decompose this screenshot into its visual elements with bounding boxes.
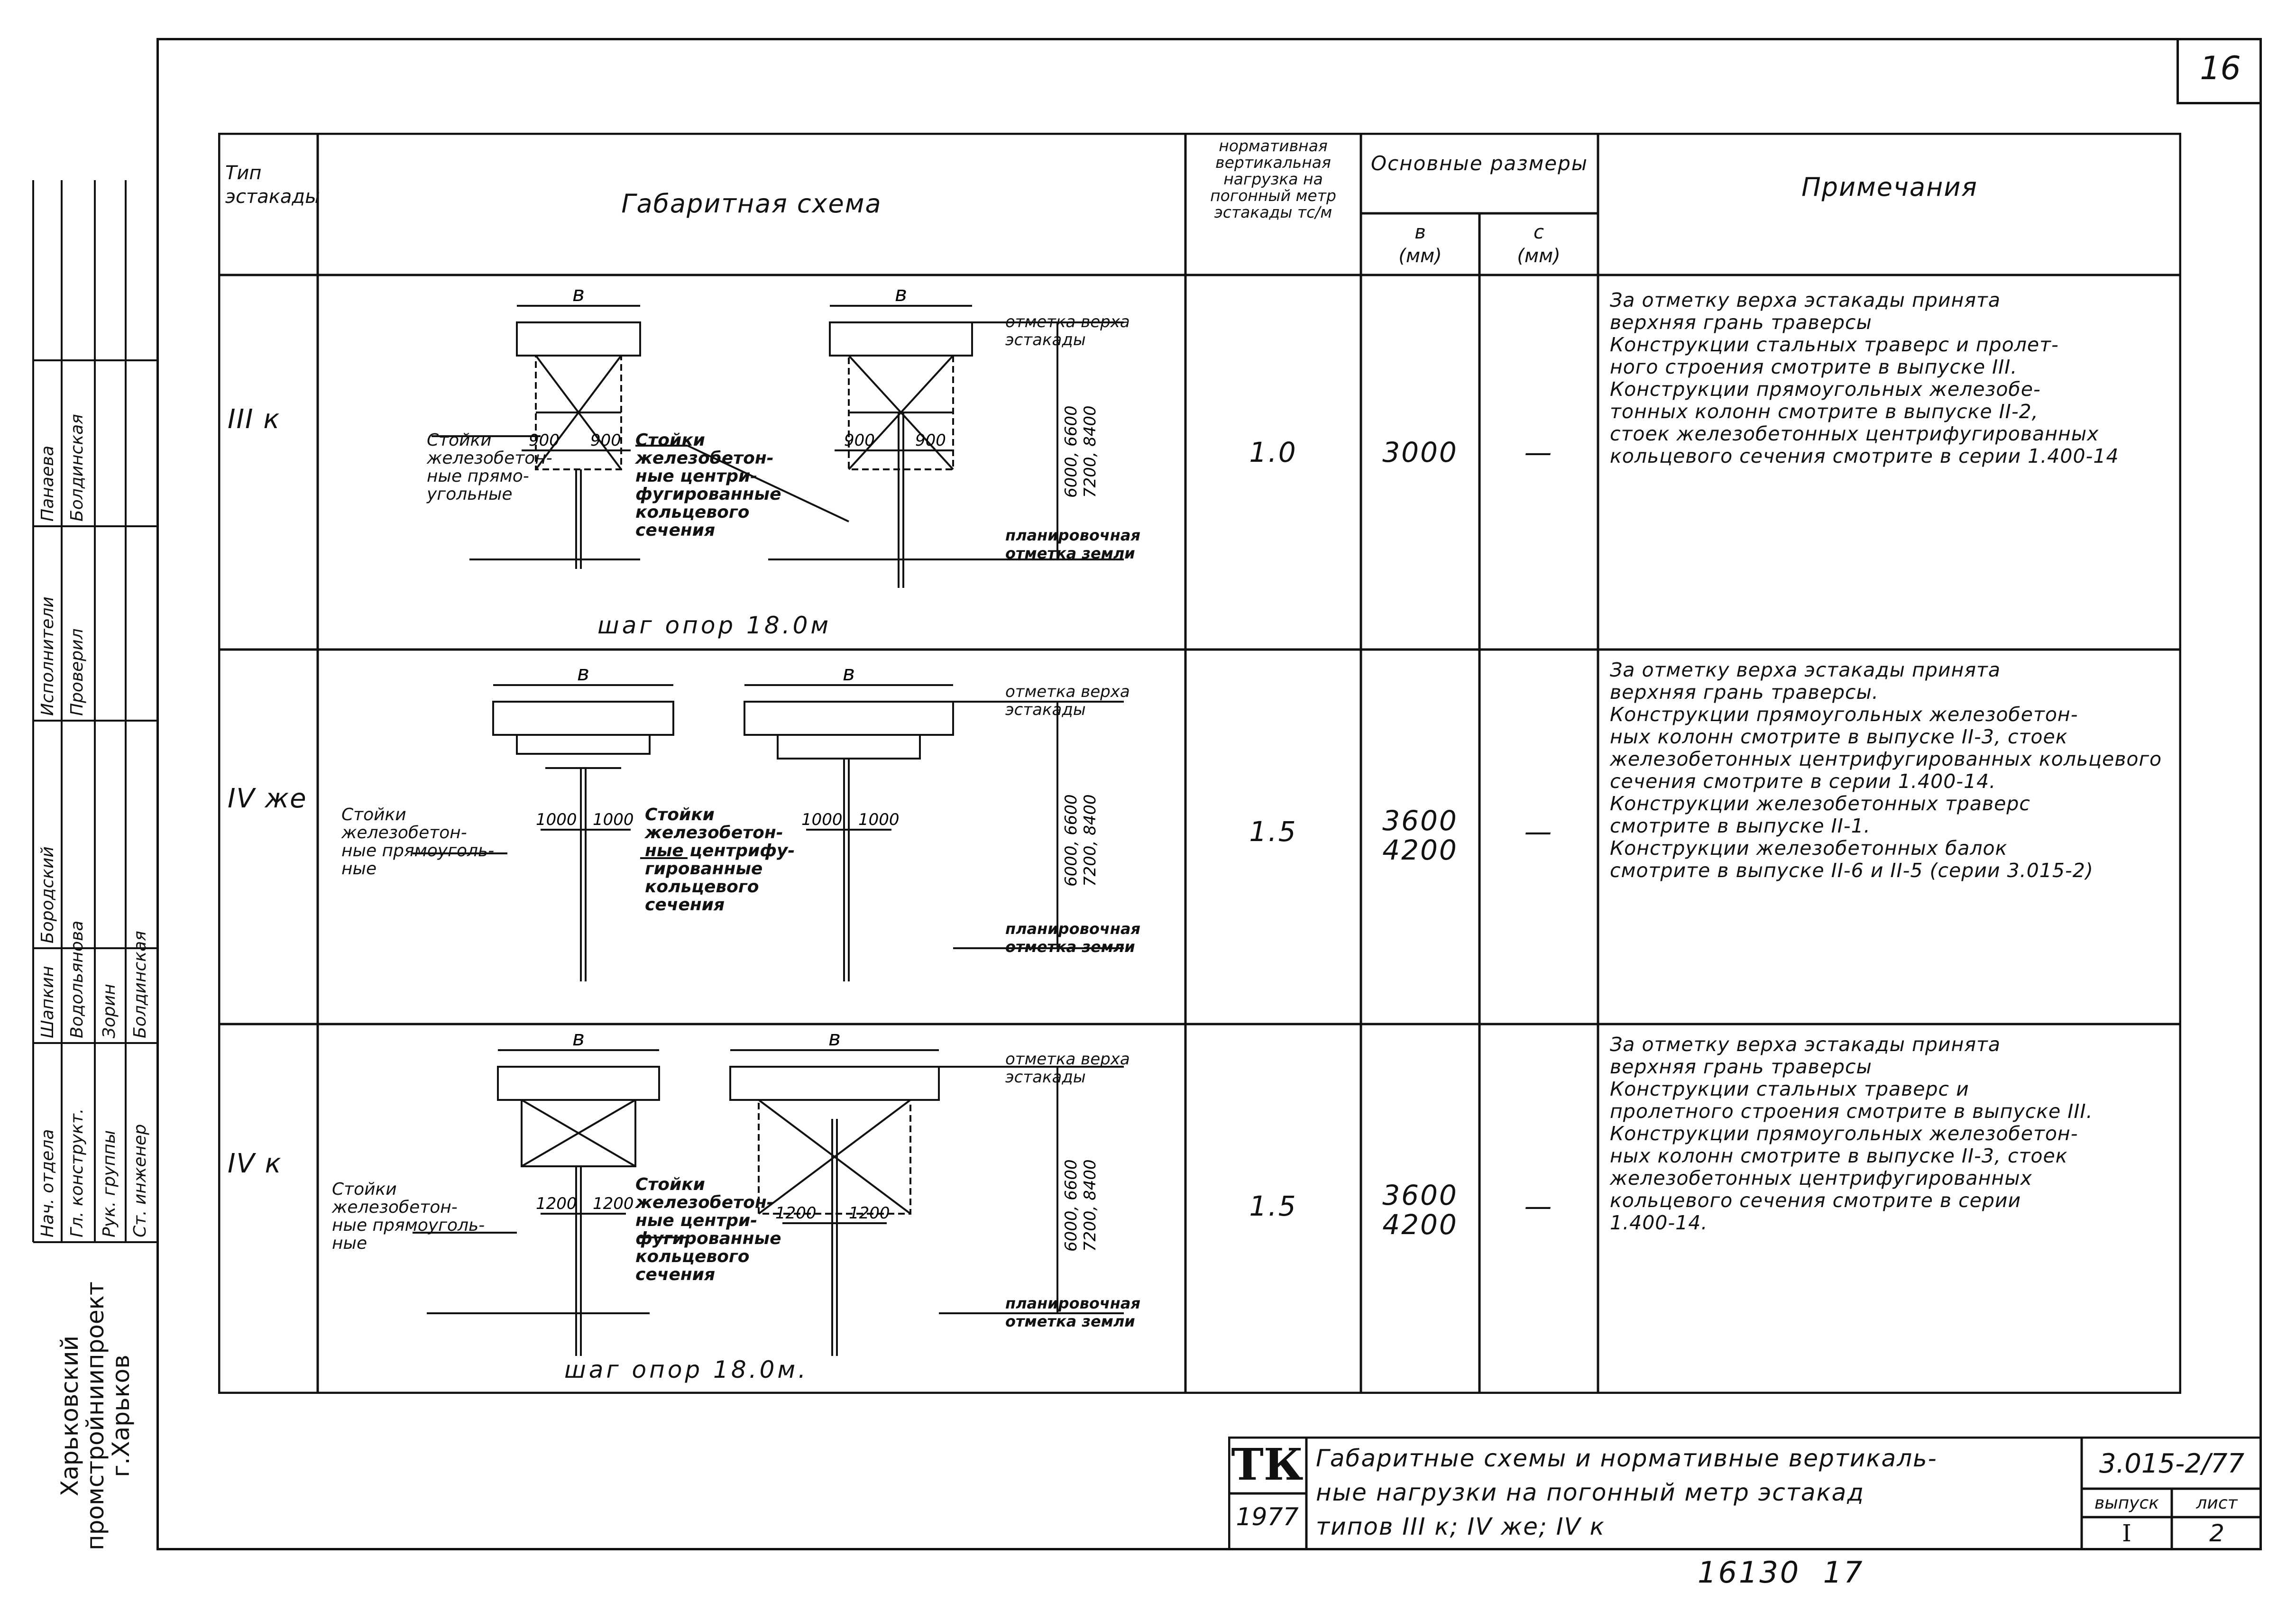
stamp-name: Бородский (38, 846, 57, 943)
stamp-name: Зорин (100, 984, 119, 1038)
left-label: Стойки железобетон- ные прямо- угольные (427, 430, 552, 504)
dim-value: 900 (915, 431, 946, 450)
dim-b: в (572, 1026, 585, 1051)
stamp-role: Нач. отдела (38, 1129, 57, 1237)
stamp-name: Панаева (38, 445, 57, 522)
stamp-name: Водольянова (67, 920, 87, 1038)
dim-value: 900 (590, 431, 621, 450)
row-notes: За отметку верха эстакады принята верхняя грань траверсы. Конструкции прямоугольных железобетон- ных колонн смотрите в выпуске II-3, стоек железобетонных центрифугированных кольцевого сечения смотрите в серии 1.400-14. Конструкции железобетонных траверс смотрите в выпуске II-1. Конструкции железобетонных балок смотрите в выпуске II-6 и II-5 (серии 3.015-2) (1610, 659, 2162, 882)
top-mark-label: отметка верха эстакады (1005, 1050, 1130, 1087)
right-label: Стойки железобетон- ные центри- фугированные кольцевого сечения (635, 1175, 781, 1284)
frame-right-line (2259, 38, 2262, 1550)
header-scheme: Габаритная схема (621, 189, 882, 219)
height-dims: 6000, 6600 (1062, 1159, 1081, 1252)
stamp-role: Рук. группы (100, 1130, 119, 1237)
frame-top-line (156, 38, 2262, 40)
height-dims: 6000, 6600 (1062, 405, 1081, 498)
dim-b: в (843, 661, 855, 686)
stamp-org: Харьковский промстройниипроект г.Харьков (56, 1282, 135, 1550)
stamp-role: Исполнители (38, 596, 57, 716)
header-b: в (мм) (1398, 221, 1442, 267)
main-table (218, 133, 2181, 1394)
top-mark-label: отметка верха эстакады (1005, 312, 1130, 349)
row-type: IV к (228, 1148, 282, 1179)
page-number-box (2177, 38, 2262, 104)
dim-b: в (577, 661, 589, 686)
row-load: 1.0 (1249, 436, 1297, 468)
dim-b: в (828, 1026, 841, 1051)
title-text: Габаритные схемы и нормативные вертикаль- ные нагрузки на погонный метр эстакад типов III к; IV же; IV к (1316, 1445, 1938, 1540)
dim-value: 1000 (801, 810, 843, 829)
tk-logo: ТК (1231, 1439, 1304, 1490)
dim-b: в (572, 282, 585, 306)
top-mark-label: отметка верха эстакады (1005, 682, 1130, 719)
stamp-name: Шапкин (38, 966, 57, 1038)
catalog-number: 16130 17 (1698, 1555, 1864, 1590)
right-label: Стойки железобетон- ные центрифу- гированные кольцевого сечения (645, 805, 795, 915)
dim-value: 1000 (593, 810, 634, 829)
header-notes: Примечания (1801, 172, 1978, 202)
dim-b: в (895, 282, 907, 306)
row-load: 1.5 (1249, 1190, 1297, 1222)
row-c: — (1524, 1190, 1553, 1222)
step-label: шаг опор 18.0м. (564, 1356, 808, 1383)
dim-value: 900 (529, 431, 560, 450)
height-dims: 7200, 8400 (1081, 1159, 1100, 1252)
height-dims: 7200, 8400 (1081, 794, 1100, 887)
row-b: 3600 4200 (1382, 1179, 1458, 1241)
side-stamp (24, 180, 156, 1555)
header-load: нормативная вертикальная нагрузка на погонный метр эстакады тс/м (1210, 137, 1336, 221)
sheet-label: лист (2196, 1493, 2238, 1513)
issue-label: выпуск (2094, 1493, 2159, 1513)
dim-value: 1200 (536, 1194, 577, 1213)
title-year: 1977 (1236, 1503, 1299, 1531)
issue-value: I (2122, 1520, 2131, 1547)
row-b: 3600 4200 (1382, 805, 1458, 866)
doc-code: 3.015-2/77 (2099, 1448, 2245, 1479)
dim-value: 1000 (858, 810, 900, 829)
stamp-role: Ст. инженер (130, 1124, 150, 1237)
height-dims: 6000, 6600 (1062, 794, 1081, 887)
title-block (1228, 1437, 2262, 1550)
row-notes: За отметку верха эстакады принята верхняя грань траверсы Конструкции стальных траверс и пролетного строения смотрите в выпуске III. Конструкции прямоугольных железобетон- ных колонн смотрите в выпуске II-3, стоек железобетонных центрифугированных кольцевого сечения смотрите в серии 1.400-14. (1610, 1033, 2093, 1234)
row-c: — (1524, 436, 1553, 468)
header-type: Тип эстакады (225, 162, 320, 208)
row-load: 1.5 (1249, 815, 1297, 848)
step-label: шаг опор 18.0м (597, 612, 832, 639)
dim-value: 1200 (849, 1204, 890, 1223)
ground-mark-label: планировочная отметка земли (1005, 526, 1141, 562)
header-c: с (мм) (1517, 221, 1561, 267)
header-dims: Основные размеры (1371, 152, 1588, 175)
page-number: 16 (2200, 50, 2241, 87)
row-notes: За отметку верха эстакады принята верхняя грань траверсы Конструкции стальных траверс и пролет- ного строения смотрите в выпуске III. Конструкции прямоугольных железобе- тонных колонн смотрите в выпуске II-2, стоек железобетонных центрифугированных кольцевого сечения смотрите в серии 1.400-14 (1610, 289, 2119, 467)
sheet-value: 2 (2209, 1520, 2224, 1547)
left-label: Стойки железобетон- ные прямоуголь- ные (341, 805, 495, 879)
row-type: III к (228, 404, 281, 435)
row-c: — (1524, 815, 1553, 848)
left-label: Стойки железобетон- ные прямоуголь- ные (332, 1180, 485, 1253)
dim-value: 1000 (536, 810, 577, 829)
height-dims: 7200, 8400 (1081, 405, 1100, 498)
ground-mark-label: планировочная отметка земли (1005, 1294, 1141, 1330)
stamp-name: Болдинская (130, 931, 150, 1038)
dim-value: 1200 (775, 1204, 817, 1223)
ground-mark-label: планировочная отметка земли (1005, 920, 1141, 956)
row-b: 3000 (1382, 436, 1458, 468)
dim-value: 900 (844, 431, 875, 450)
dim-value: 1200 (593, 1194, 634, 1213)
row-type: IV же (228, 783, 307, 814)
right-label: Стойки железобетон- ные центри- фугированные кольцевого сечения (635, 430, 781, 540)
stamp-name: Болдинская (67, 414, 87, 522)
stamp-role: Проверил (67, 628, 87, 716)
stamp-role: Гл. конструкт. (67, 1108, 87, 1237)
